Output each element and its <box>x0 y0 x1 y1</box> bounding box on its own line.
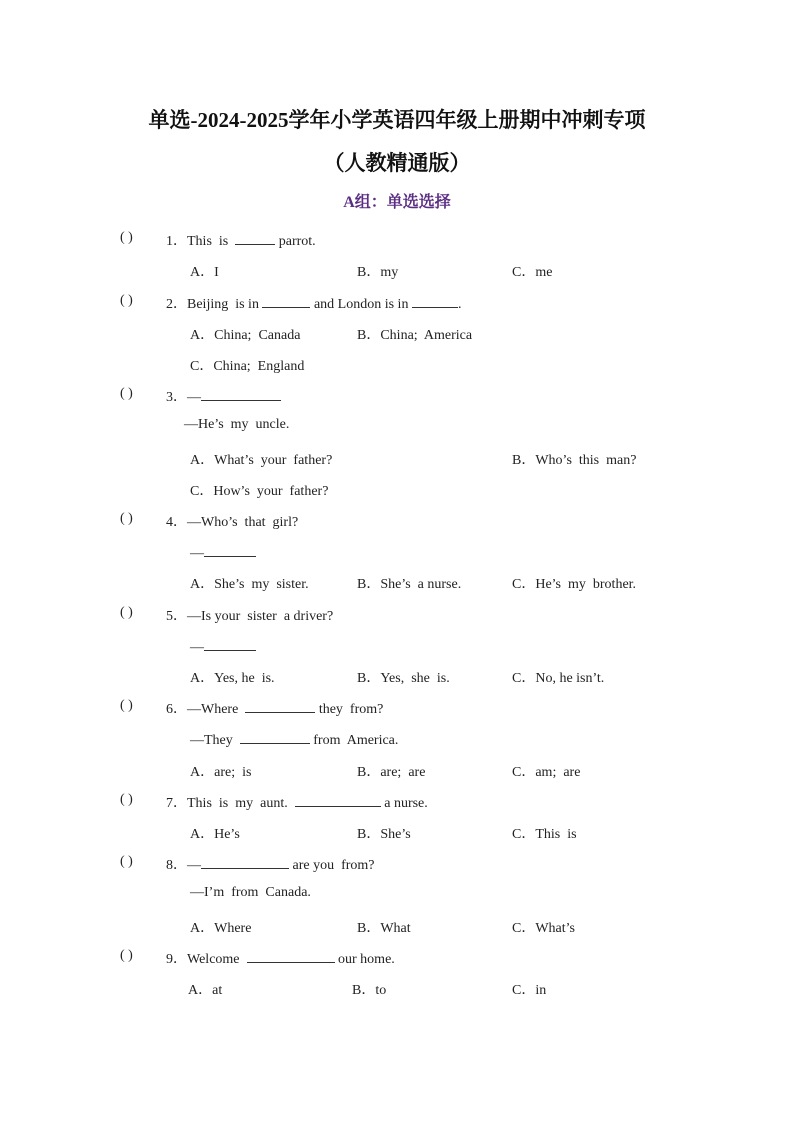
option-b: B．What <box>357 921 411 936</box>
option-a: A．Yes, he is. <box>190 671 275 686</box>
answer-paren: ( ) <box>120 605 133 620</box>
question-2: 2．Beijing is in and London is in . <box>166 293 461 313</box>
question-1: 1．This is parrot. <box>166 230 316 250</box>
question-8: 8．— are you from? <box>166 854 375 874</box>
question-4: 4．—Who’s that girl? <box>166 515 299 530</box>
option-a: A．at <box>188 983 223 998</box>
question-5-reply: — <box>190 636 256 656</box>
question-8-reply: —I’m from Canada. <box>190 885 311 900</box>
answer-paren: ( ) <box>120 792 133 807</box>
answer-paren: ( ) <box>120 293 133 308</box>
question-6-reply: —They from America. <box>190 729 398 749</box>
option-c: C．What’s <box>512 921 575 936</box>
option-c: C．He’s my brother. <box>512 577 637 592</box>
option-b: B．to <box>352 983 387 998</box>
option-a: A．China; Canada <box>190 328 301 343</box>
question-3: 3．— <box>166 386 281 406</box>
answer-paren: ( ) <box>120 948 133 963</box>
option-c: C．No, he isn’t. <box>512 671 605 686</box>
answer-paren: ( ) <box>120 386 133 401</box>
option-b: B．She’s a nurse. <box>357 577 462 592</box>
option-a: A．She’s my sister. <box>190 577 309 592</box>
option-a: A．I <box>190 265 219 280</box>
question-6: 6．—Where they from? <box>166 698 383 718</box>
question-9: 9．Welcome our home. <box>166 948 395 968</box>
question-5: 5．—Is your sister a driver? <box>166 609 334 624</box>
option-a: A．What’s your father? <box>190 453 333 468</box>
option-a: A．Where <box>190 921 252 936</box>
option-c: C．me <box>512 265 553 280</box>
option-b: B．are; are <box>357 765 426 780</box>
option-b: B．Who’s this man? <box>512 453 637 468</box>
question-4-reply: — <box>190 542 256 562</box>
option-a: A．are; is <box>190 765 252 780</box>
option-c: C．am; are <box>512 765 581 780</box>
document-subtitle: （人教精通版） <box>323 151 471 175</box>
option-c: C．China; England <box>190 359 305 374</box>
option-b: B．China; America <box>357 328 473 343</box>
option-b: B．my <box>357 265 399 280</box>
option-c: C．in <box>512 983 547 998</box>
option-a: A．He’s <box>190 827 240 842</box>
option-b: B．Yes, she is. <box>357 671 450 686</box>
section-heading: A组：单选选择 <box>343 194 451 211</box>
answer-paren: ( ) <box>120 854 133 869</box>
option-c: C．This is <box>512 827 577 842</box>
document-title: 单选-2024-2025学年小学英语四年级上册期中冲刺专项 <box>148 108 646 132</box>
answer-paren: ( ) <box>120 698 133 713</box>
answer-paren: ( ) <box>120 511 133 526</box>
option-b: B．She’s <box>357 827 411 842</box>
question-3-reply: —He’s my uncle. <box>184 417 290 432</box>
question-7: 7．This is my aunt. a nurse. <box>166 792 428 812</box>
answer-paren: ( ) <box>120 230 133 245</box>
option-c: C．How’s your father? <box>190 484 329 499</box>
